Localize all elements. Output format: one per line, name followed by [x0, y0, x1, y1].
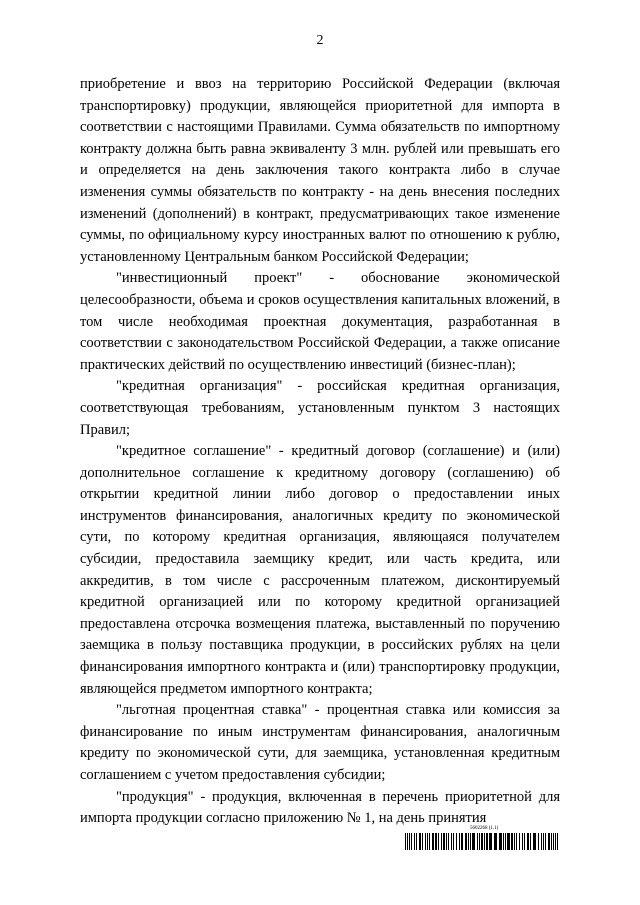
- page-number: 2: [316, 33, 324, 48]
- paragraph-import-contract-definition: приобретение и ввоз на территорию Российской Федерации (включая транспортировку) продукции, являющейся приоритетной для импорта в соответствии с настоящими Правилами. Сумма обязательств по импортному контракту должна быть равна эквиваленту 3 млн. рублей или превышать его и определяется на день заключения такого контракта либо в случае изменения суммы обязательств по контракту - на день внесения последних изменений (дополнений) в контракт, предусматривающих такое изменение суммы, по официальному курсу иностранных валют по отношению к рублю, установленному Центральным банком Российской Федерации;: [80, 76, 560, 265]
- document-code: 5602268 (1.1): [470, 826, 499, 831]
- paragraph-products-definition: "продукция" - продукция, включенная в перечень приоритетной для импорта продукции согласно приложению № 1, на день принятия: [80, 788, 560, 827]
- document-body: [80, 74, 560, 830]
- paragraph-preferential-rate-definition: "льготная процентная ставка" - процентная ставка или комиссия за финансирование по иным инструментам финансирования, аналогичным кредиту по экономической сути, для заемщика, установленная кредитным соглашением с учетом предоставления субсидии;: [80, 702, 560, 783]
- paragraph-investment-project-definition: "инвестиционный проект" - обоснование экономической целесообразности, объема и сроков осуществления капитальных вложений, в том числе необходимая проектная документация, разработанная в соответствии с законодательством Российской Федерации, а также описание практических действий по осуществлению инвестиций (бизнес-план);: [80, 270, 560, 373]
- barcode: [405, 833, 558, 850]
- paragraph-credit-organization-definition: "кредитная организация" - российская кредитная организация, соответствующая требованиям, установленным пунктом 3 настоящих Правил;: [80, 378, 560, 438]
- paragraph-credit-agreement-definition: "кредитное соглашение" - кредитный договор (соглашение) и (или) дополнительное соглашение к кредитному договору (соглашению) об открытии кредитной линии либо договор о предоставлении иных инструментов финансирования, аналогичных кредиту по экономической сути, по которому кредитная организация, являющаяся получателем субсидии, предоставила заемщику кредит, или часть кредита, или аккредитив, в том числе с рассроченным платежом, дисконтируемый кредитной организацией или по которому кредитной организацией предоставлена отсрочка возмещения платежа, выставленный по поручению заемщика в пользу поставщика продукции, в российских рублях на цели финансирования импортного контракта и (или) транспортировку продукции, являющейся предметом импортного контракта;: [80, 443, 560, 697]
